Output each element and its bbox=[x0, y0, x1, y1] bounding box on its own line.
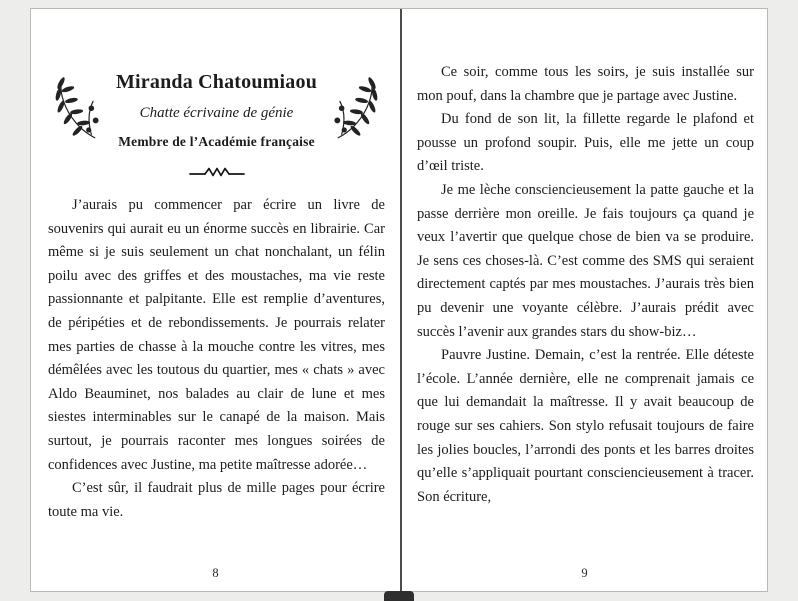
book-spread bbox=[30, 8, 768, 592]
chapter-subtitle: Chatte écrivaine de génie bbox=[139, 105, 294, 121]
paragraph: Du fond de son lit, la fillette regarde le plafond et pousse un profond soupir. Puis, elle me jette un coup d’œil triste. bbox=[417, 111, 754, 175]
olive-branch-left-icon bbox=[48, 74, 100, 146]
chapter-affiliation: Membre de l’Académie française bbox=[118, 134, 315, 149]
bottom-notch bbox=[384, 591, 414, 601]
paragraph: Ce soir, comme tous les soirs, je suis installée sur mon pouf, dans la chambre que je partage avec Justine. bbox=[417, 64, 754, 104]
section-divider-icon bbox=[48, 166, 385, 180]
title-stack bbox=[102, 69, 331, 150]
paragraph: Je me lèche consciencieusement la patte gauche et la passe derrière mon oreille. Je fais toujours ça quand je veux l’avertir que quelque chose de bien va se produire. Je sens ces choses-là. C’est comme des SMS qui seraient directement captés par mes moustaches. J’aurais très bien pu devenir une voyante célèbre. J’aurais prédit avec succès l’avenir aux grandes stars du show-biz… bbox=[417, 181, 754, 340]
chapter-title: Miranda Chatoumiaou bbox=[115, 71, 318, 93]
paragraph: C’est sûr, il faudrait plus de mille pages pour écrire toute ma vie. bbox=[48, 480, 385, 520]
chapter-header bbox=[48, 69, 385, 150]
page-number-right: 9 bbox=[581, 566, 588, 580]
page-left bbox=[31, 9, 400, 591]
paragraph: J’aurais pu commencer par écrire un livre de souvenirs qui aurait eu un énorme succès en librairie. Car même si je suis seulement un chat nonchalant, un félin poilu avec des griffes et des moustaches, ma vie reste passionnante et palpitante. Elle est remplie d’aventures, de péripéties et de rebondissements. Je pourrais relater mes parties de chasse à la mouche contre les vitres, mes démêlées avec les toutous du quartier, mes « chats » avec Aldo Beauminet, nos balades au clair de lune et mes siestes interminables sur le canapé de la maison. Mais surtout, je pourrais raconter mes longues soirées de confidences avec Justine, ma petite maîtresse adorée… bbox=[48, 197, 385, 473]
paragraph: Pauvre Justine. Demain, c’est la rentrée. Elle déteste l’école. L’année dernière, elle ne comprenait jamais ce que lui demandait la maîtresse. Il y avait beaucoup de rouge sur ses cahiers. Son stylo refusait toujours de faire les jolies boucles, l’arrondi des ponts et les barres droites qu’elle s’appliquait pourtant consciencieusement à tracer. Son écriture, bbox=[417, 347, 754, 505]
page-number-left: 8 bbox=[212, 566, 219, 580]
olive-branch-right-icon bbox=[333, 74, 385, 146]
page-right bbox=[402, 9, 767, 591]
